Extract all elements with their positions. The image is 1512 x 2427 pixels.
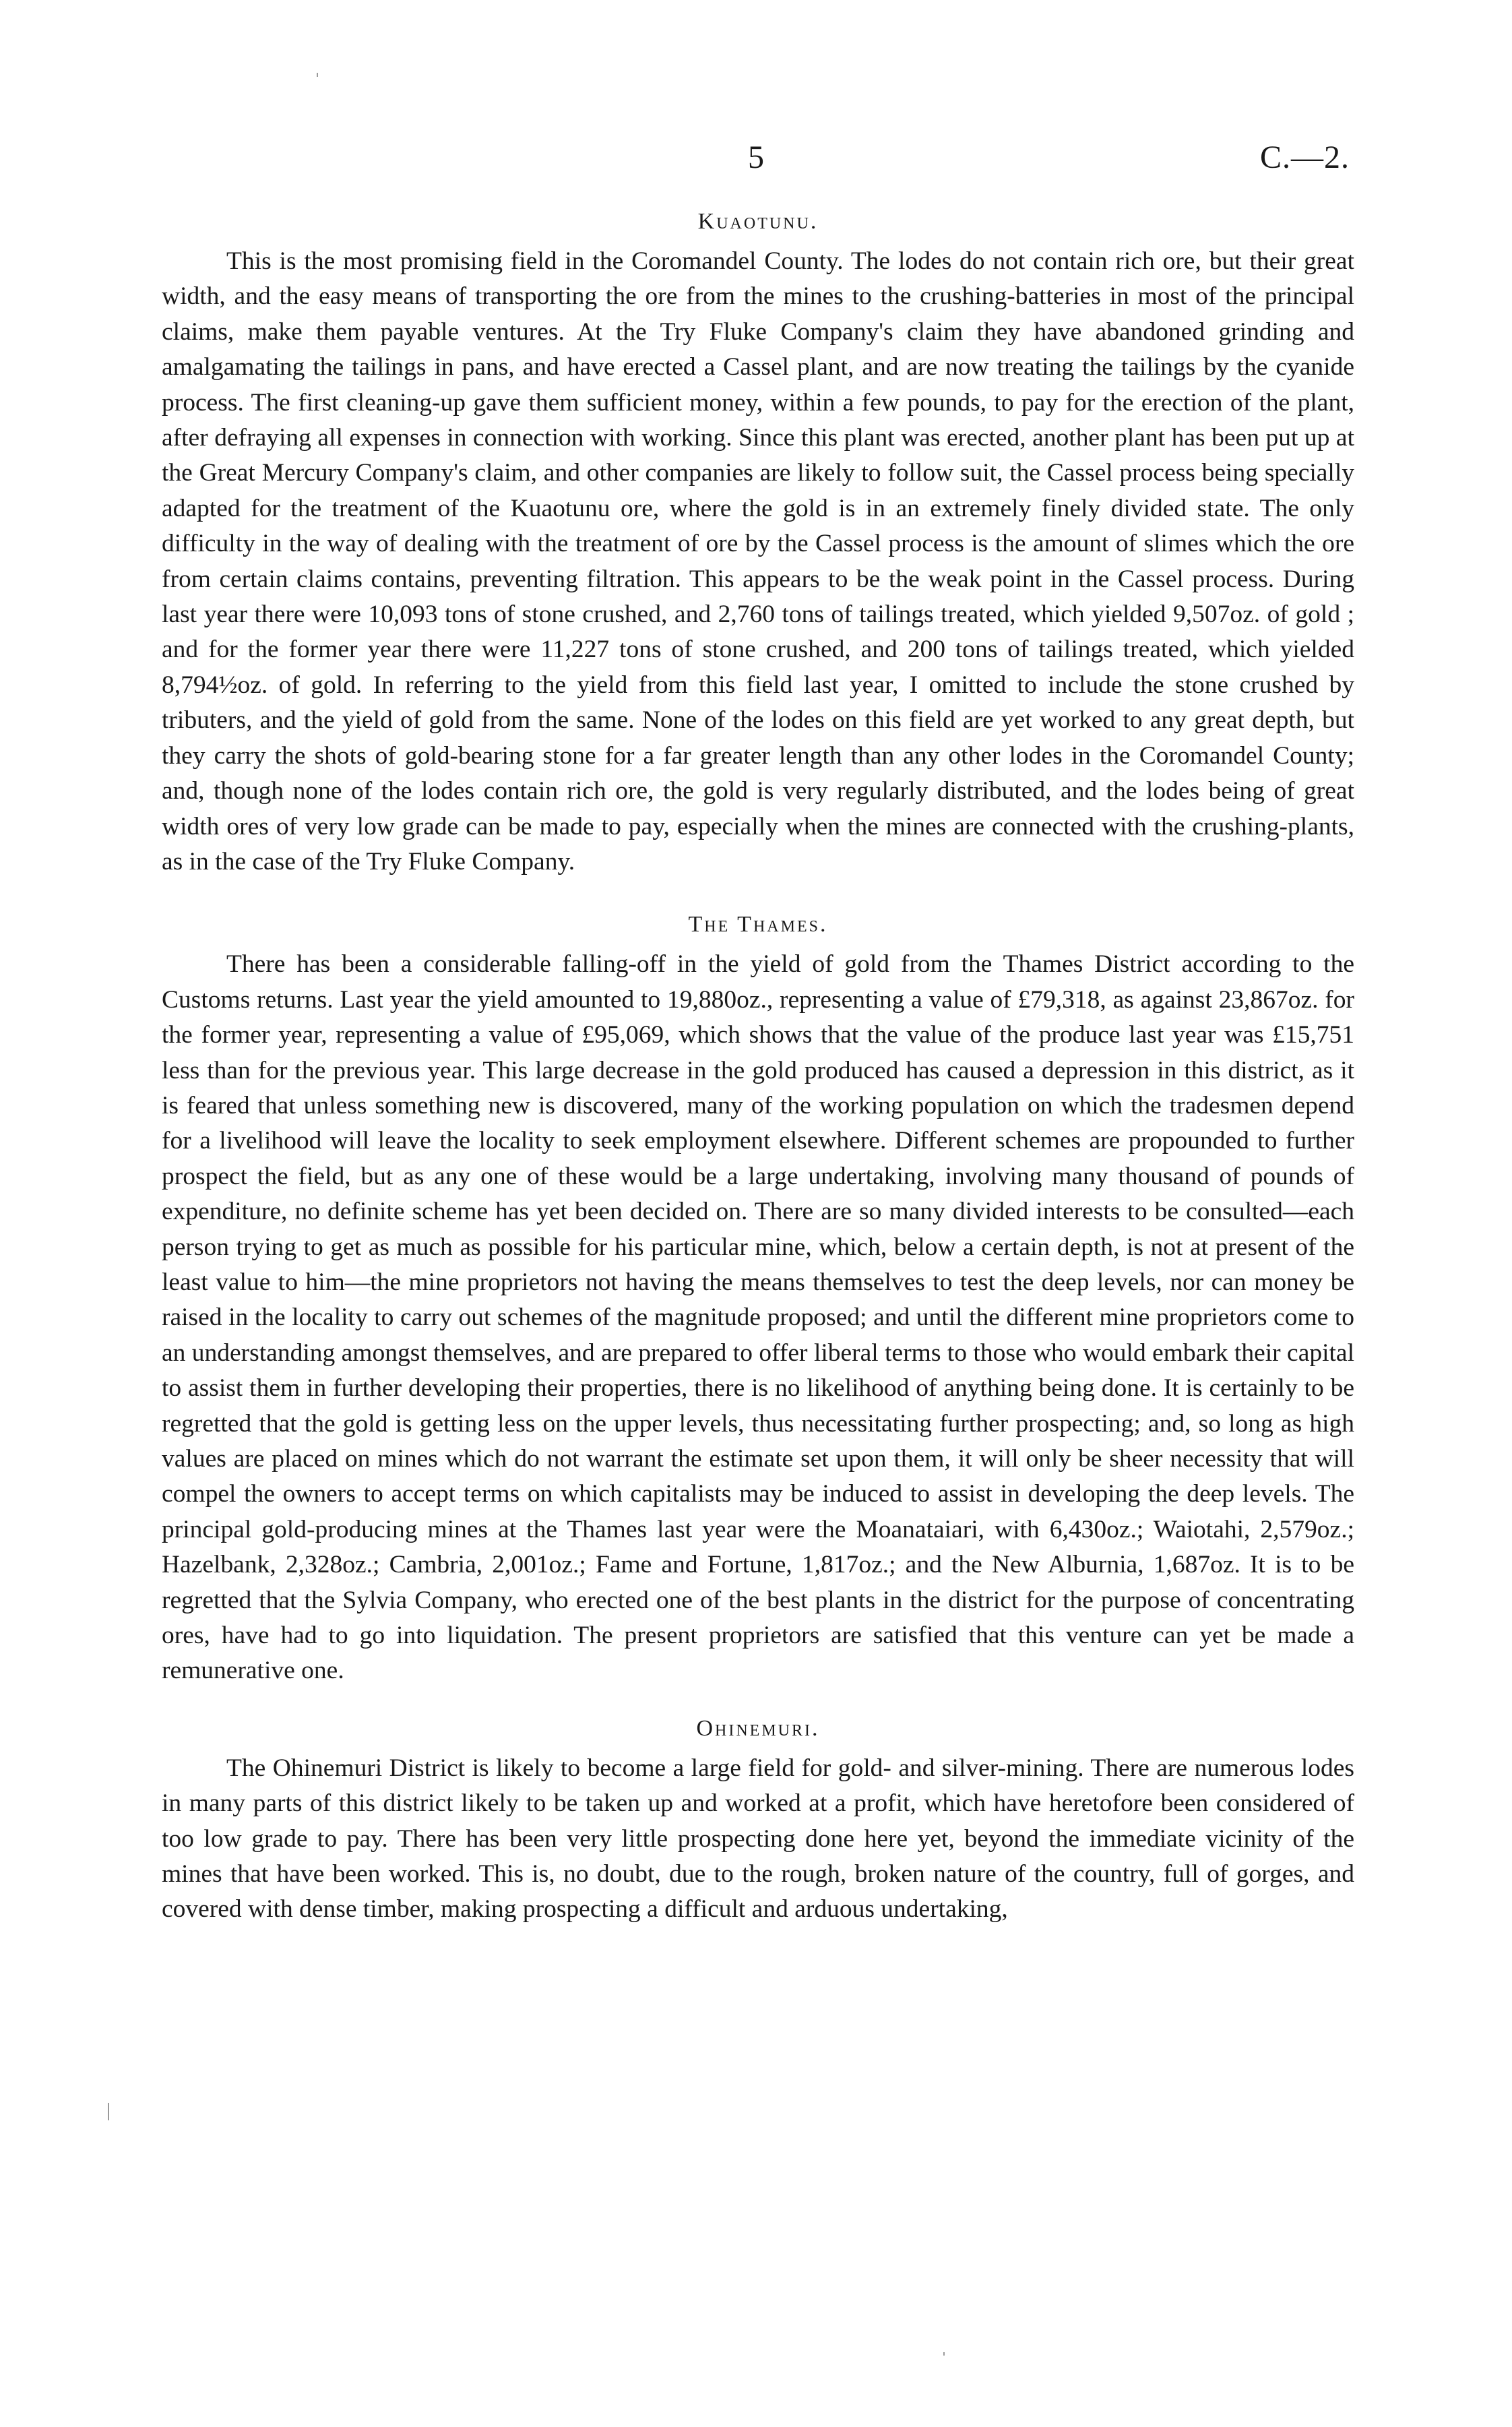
section-kuaotunu xyxy=(162,209,1354,880)
scan-speck xyxy=(108,2103,109,2120)
section-ohinemuri xyxy=(162,1716,1354,1928)
paragraph-ohinemuri: The Ohinemuri District is likely to become a large field for gold- and silver-mining. There are numerous lodes in many parts of this district likely to be taken up and worked at a profit, which have heretofore been considered of too low grade to pay. There has been very little prospecting done here yet, beyond the immediate vicinity of the mines that have been worked. This is, no doubt, due to the rough, broken nature of the country, full of gorges, and covered with dense timber, making prospecting a difficult and arduous undertaking, xyxy=(162,1754,1354,1924)
scan-speck xyxy=(317,73,318,77)
page-number: 5 xyxy=(748,140,764,175)
scan-speck xyxy=(943,2352,945,2356)
paragraph-kuaotunu: This is the most promising field in the Coromandel County. The lodes do not contain rich ore, but their great width, and the easy means of transporting the ore from the mines to the crushing-batteries in most of the principal claims, make them payable ventures. At the Try Fluke Company's claim they have abandoned grinding and amalgamating the tailings in pans, and have erected a Cassel plant, and are now treating the tailings by the cyanide process. The first cleaning-up gave them sufficient money, within a few pounds, to pay for the erection of the plant, after defraying all expenses in connection with working. Since this plant was erected, another plant has been put up at the Great Mercury Company's claim, and other companies are likely to follow suit, the Cassel process being specially adapted for the treatment of the Kuaotunu ore, where the gold is in an extremely finely divided state. The only difficulty in the way of dealing with the treatment of ore by the Cassel process is the amount of slimes which the ore from certain claims contains, preventing filtration. This appears to be the weak point in the Cassel process. During last year there were 10,093 tons of stone crushed, and 2,760 tons of tailings treated, which yielded 9,507oz. of gold ; and for the former year there were 11,227 tons of stone crushed, and 200 tons of tailings treated, which yielded 8,794½oz. of gold. In referring to the yield from this field last year, I omitted to include the stone crushed by tributers, and the yield of gold from the same. None of the lodes on this field are yet worked to any great depth, but they carry the shots of gold-bearing stone for a far greater length than any other lodes in the Coromandel County; and, though none of the lodes contain rich ore, the gold is very regularly distributed, and the lodes being of great width ores of very low grade can be made to pay, especially when the mines are connected with the crushing-plants, as in the case of the Try Fluke Company. xyxy=(162,247,1354,875)
section-heading-kuaotunu: Kuaotunu. xyxy=(697,209,819,234)
document-reference: C.—2. xyxy=(1260,140,1350,175)
section-heading-ohinemuri: Ohinemuri. xyxy=(696,1715,820,1741)
page-content xyxy=(162,209,1354,1928)
section-thames xyxy=(162,912,1354,1689)
paragraph-thames: There has been a considerable falling-off in the yield of gold from the Thames District according to the Customs returns. Last year the yield amounted to 19,880oz., representing a value of £79,318, as against 23,867oz. for the former year, representing a value of £95,069, which shows that the value of the produce last year was £15,751 less than for the previous year. This large decrease in the gold produced has caused a depression in this district, as it is feared that unless something new is discovered, many of the working population on which the tradesmen depend for a livelihood will leave the locality to seek employment elsewhere. Different schemes are propounded to further prospect the field, but as any one of these would be a large undertaking, involving many thousand of pounds of expenditure, no definite scheme has yet been decided on. There are so many divided interests to be consulted—each person trying to get as much as possible for his particular mine, which, below a certain depth, is not at present of the least value to him—the mine proprietors not having the means themselves to test the deep levels, nor can money be raised in the locality to carry out schemes of the magnitude proposed; and until the different mine proprietors come to an understanding amongst themselves, and are prepared to offer liberal terms to those who would embark their capital to assist them in further developing their properties, there is no likelihood of anything being done. It is certainly to be regretted that the gold is getting less on the upper levels, thus necessitating further prospecting; and, so long as high values are placed on mines which do not warrant the estimate set upon them, it will only be sheer necessity that will compel the owners to accept terms on which capitalists may be induced to assist in developing the deep levels. The principal gold-producing mines at the Thames last year were the Moanataiari, with 6,430oz.; Waiotahi, 2,579oz.; Hazelbank, 2,328oz.; Cambria, 2,001oz.; Fame and Fortune, 1,817oz.; and the New Alburnia, 1,687oz. It is to be regretted that the Sylvia Company, who erected one of the best plants in the district for the purpose of concentrating ores, have had to go into liquidation. The present proprietors are satisfied that this venture can yet be made a remunerative one. xyxy=(162,950,1354,1685)
section-heading-thames: The Thames. xyxy=(688,912,828,938)
